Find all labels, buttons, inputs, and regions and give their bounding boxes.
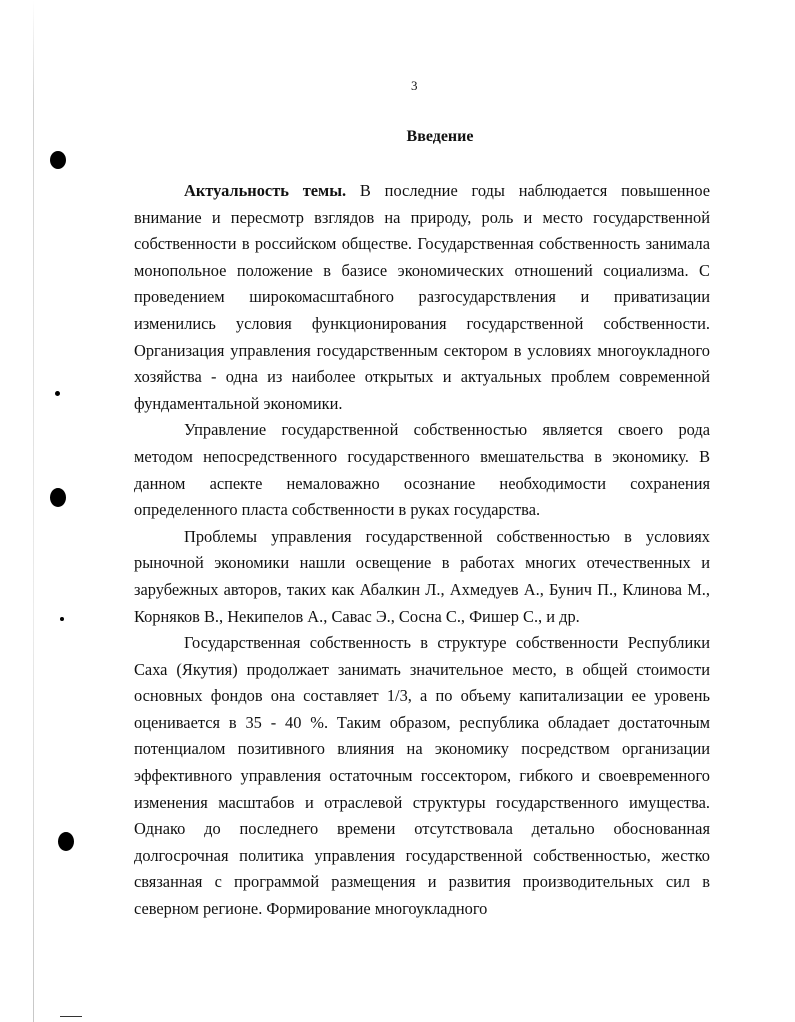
paragraph: Проблемы управления государственной собственностью в условиях рыночной экономики нашли освещение в работах многих отечественных и зарубежных авторов, таких как Абалкин Л., Ахмедуев А., Бунич П., Клинова М., Корняков В., Некипелов А., Савас Э., Сосна С., Фишер С., и др. (134, 526, 710, 626)
punch-hole-mark (55, 391, 60, 396)
punch-hole-mark (58, 832, 74, 851)
paragraph: Управление государственной собственностью является своего рода методом непосредственного государственного вмешательства в экономику. В данном аспекте немаловажно осознание необходимости сохранения определенного пласта собственности в руках государства. (134, 420, 710, 520)
paragraph-text: В последние годы наблюдается повышенное внимание и пересмотр взглядов на природу, роль и место государственной собственности в российском обществе. Государственная собственность занимала монопольное положение в базисе экономических отношений социализма. С проведением широкомасштабного разгосударствления и приватизации изменились условия функционирования государственной собственности. Организация управления государственным сектором в условиях многоукладного хозяйства - одна из наиболее открытых и актуальных проблем современной фундаментальной экономики. (134, 181, 710, 413)
body-text (134, 178, 710, 923)
scan-edge (33, 0, 34, 1022)
page-number: 3 (411, 78, 418, 93)
punch-hole-mark (50, 488, 66, 507)
punch-hole-mark (60, 617, 64, 621)
scan-artifact-line (60, 1016, 82, 1017)
paragraph-lead: Актуальность темы. (184, 181, 347, 200)
page-title: Введение (406, 128, 474, 145)
paragraph: Государственная собственность в структуре собственности Республики Саха (Якутия) продолжает занимать значительное место, в общей стоимости основных фондов она составляет 1/3, а по объему капитализации ее уровень оценивается в 35 - 40 %. Таким образом, республика обладает достаточным потенциалом позитивного влияния на экономику посредством организации эффективного управления остаточным госсектором, гибкого и своевременного изменения масштабов и отраслевой структуры государственного имущества. Однако до последнего времени отсутствовала детально обоснованная долгосрочная политика управления государственной собственностью, жестко связанная с программой размещения и развития производительных сил в северном регионе. Формирование многоукладного (134, 633, 710, 919)
paragraph (134, 178, 710, 417)
punch-hole-mark (50, 151, 66, 169)
